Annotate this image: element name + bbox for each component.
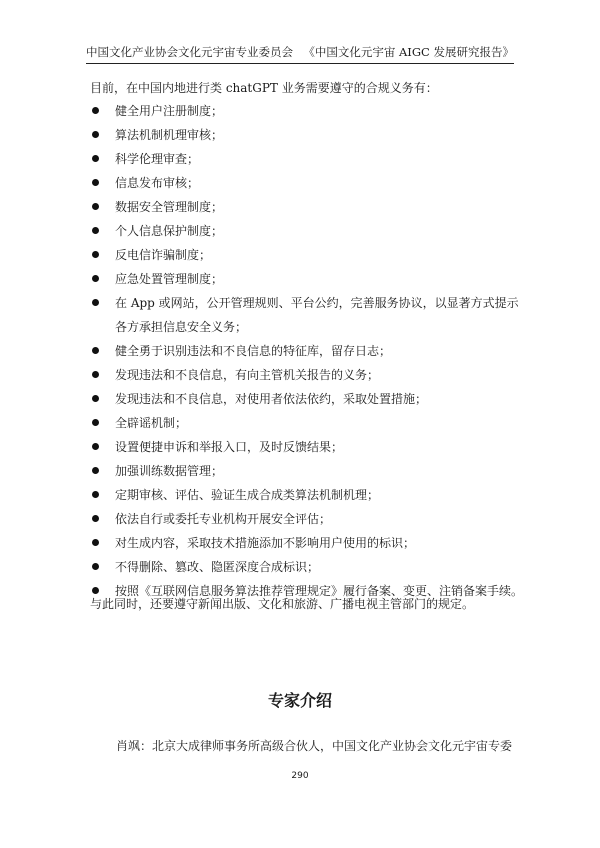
list-item: 健全用户注册制度； bbox=[90, 99, 520, 123]
list-item: 设置便捷申诉和举报入口，及时反馈结果； bbox=[90, 435, 520, 459]
bullet-icon bbox=[92, 539, 99, 546]
list-item: 科学伦理审查； bbox=[90, 147, 520, 171]
bullet-icon bbox=[92, 299, 99, 306]
bullet-icon bbox=[92, 131, 99, 138]
list-item: 信息发布审核； bbox=[90, 171, 520, 195]
list-item: 健全勇于识别违法和不良信息的特征库，留存日志； bbox=[90, 339, 520, 363]
section-title: 专家介绍 bbox=[267, 691, 332, 710]
bullet-icon bbox=[92, 227, 99, 234]
list-item: 对生成内容，采取技术措施添加不影响用户使用的标识； bbox=[90, 531, 520, 555]
expert-intro-paragraph: 肖飒：北京大成律师事务所高级合伙人，中国文化产业协会文化元宇宙专委 bbox=[116, 739, 513, 753]
bullet-icon bbox=[92, 203, 99, 210]
bullet-icon bbox=[92, 563, 99, 570]
bullet-icon bbox=[92, 179, 99, 186]
list-item: 不得删除、篡改、隐匿深度合成标识； bbox=[90, 555, 520, 579]
bullet-icon bbox=[92, 515, 99, 522]
intro-paragraph: 目前，在中国内地进行类 chatGPT 业务需要遵守的合规义务有： bbox=[90, 81, 438, 95]
list-item: 依法自行或委托专业机构开展安全评估； bbox=[90, 507, 520, 531]
bullet-icon bbox=[92, 443, 99, 450]
bullet-icon bbox=[92, 587, 99, 594]
list-item: 发现违法和不良信息，有向主管机关报告的义务； bbox=[90, 363, 520, 387]
bullet-icon bbox=[92, 107, 99, 114]
list-item: 数据安全管理制度； bbox=[90, 195, 520, 219]
bullet-icon bbox=[92, 371, 99, 378]
header-report-title: 《中国文化元宇宙 AIGC 发展研究报告》 bbox=[303, 45, 514, 59]
compliance-obligation-list bbox=[90, 99, 524, 603]
outro-paragraph: 与此同时，还要遵守新闻出版、文化和旅游、广播电视主管部门的规定。 bbox=[90, 597, 475, 611]
list-item: 加强训练数据管理； bbox=[90, 459, 520, 483]
list-item: 算法机制机理审核； bbox=[90, 123, 520, 147]
header-organization: 中国文化产业协会文化元宇宙专业委员会 bbox=[86, 45, 293, 59]
list-item: 应急处置管理制度； bbox=[90, 267, 520, 291]
bullet-icon bbox=[92, 347, 99, 354]
bullet-icon bbox=[92, 419, 99, 426]
running-header bbox=[86, 40, 514, 64]
bullet-icon bbox=[92, 251, 99, 258]
page-number: 290 bbox=[291, 771, 309, 781]
list-item: 定期审核、评估、验证生成合成类算法机制机理； bbox=[90, 483, 520, 507]
bullet-icon bbox=[92, 491, 99, 498]
list-item: 发现违法和不良信息，对使用者依法依约，采取处置措施； bbox=[90, 387, 520, 411]
bullet-icon bbox=[92, 275, 99, 282]
list-item: 全辟谣机制； bbox=[90, 411, 520, 435]
list-item: 按照《互联网信息服务算法推荐管理规定》履行备案、变更、注销备案手续。 bbox=[90, 579, 520, 603]
list-item: 个人信息保护制度； bbox=[90, 219, 520, 243]
list-item: 反电信诈骗制度； bbox=[90, 243, 520, 267]
list-item: 在 App 或网站，公开管理规则、平台公约，完善服务协议，以显著方式提示 各方承担信息安全义务； bbox=[90, 291, 520, 339]
bullet-icon bbox=[92, 155, 99, 162]
bullet-icon bbox=[92, 467, 99, 474]
bullet-icon bbox=[92, 395, 99, 402]
